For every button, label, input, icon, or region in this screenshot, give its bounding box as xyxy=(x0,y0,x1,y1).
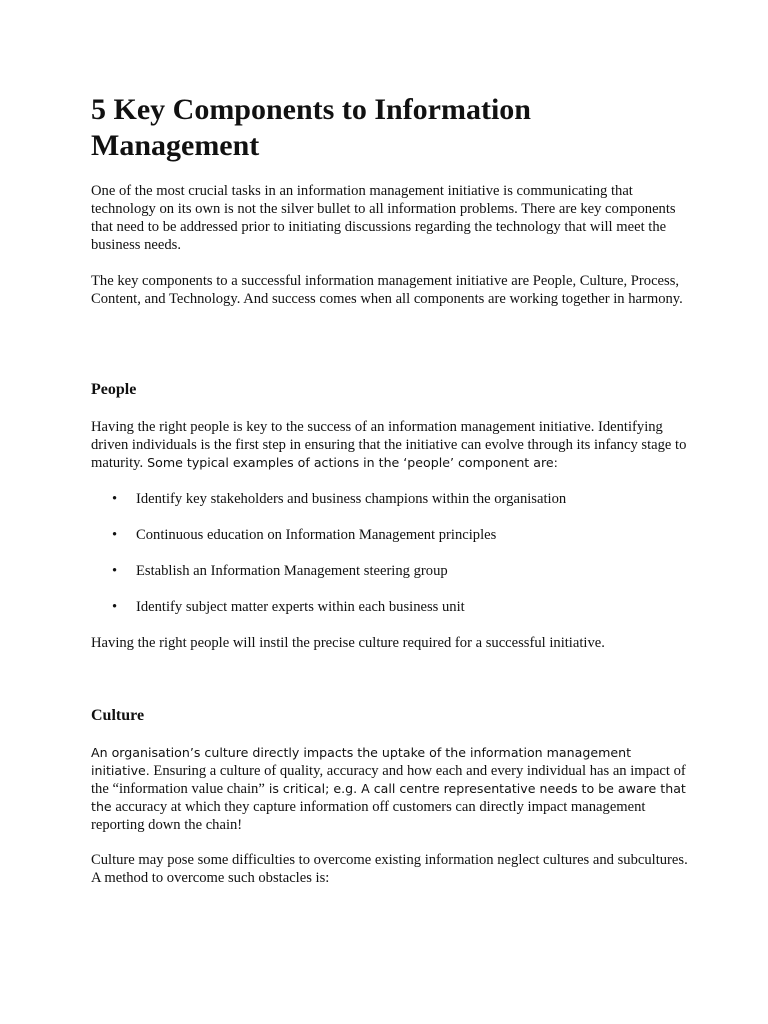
list-item-text: Establish an Information Management steering group xyxy=(136,563,448,579)
culture-paragraph-text-alt: is critical; e.g. A call centre representative needs to be aware that the xyxy=(91,781,686,814)
people-paragraph xyxy=(91,418,691,472)
bullet-icon: • xyxy=(112,563,118,579)
intro-paragraph: One of the most crucial tasks in an information management initiative is communicating that technology on its own is not the silver bullet to all information problems. There are key components that need to be addressed prior to initiating discussions regarding the technology that will meet the business needs. xyxy=(91,183,676,253)
section-heading-culture: Culture xyxy=(91,707,145,724)
culture-paragraph xyxy=(91,744,691,834)
people-paragraph-text-alt: Some typical examples of actions in the ‘people’ component are: xyxy=(143,455,558,470)
bullet-icon: • xyxy=(112,527,118,543)
culture-paragraph-text: Ensuring a culture of quality, accuracy and how each and every individual has an impact of the “information value chain” xyxy=(91,763,686,797)
intro-paragraph: The key components to a successful information management initiative are People, Culture, Process, Content, and Technology. And success comes when all components are working together in harmony. xyxy=(91,273,683,307)
list-item-text: Continuous education on Information Management principles xyxy=(136,527,497,543)
section-heading-people: People xyxy=(91,381,137,398)
culture-paragraph-2: Culture may pose some difficulties to overcome existing information neglect cultures and subcultures. A method to overcome such obstacles is: xyxy=(91,852,688,886)
page-title: 5 Key Components to Information Management xyxy=(91,93,531,162)
people-paragraph-text: Having the right people is key to the success of an information management initiative. Identifying driven individuals is the first step in ensuring that the initiative can evolve through its infancy stage to maturity. xyxy=(91,419,687,471)
bullet-icon: • xyxy=(112,491,118,507)
people-closing-paragraph: Having the right people will instil the precise culture required for a successful initiative. xyxy=(91,635,605,651)
list-item-text: Identify subject matter experts within each business unit xyxy=(136,599,465,615)
list-item-text: Identify key stakeholders and business champions within the organisation xyxy=(136,491,567,507)
bullet-icon: • xyxy=(112,599,118,615)
culture-paragraph-text-alt: An organisation’s culture directly impacts the uptake of the information management initiative. xyxy=(91,745,632,778)
culture-paragraph-text: accuracy at which they capture information off customers can directly impact management reporting down the chain! xyxy=(91,799,646,833)
